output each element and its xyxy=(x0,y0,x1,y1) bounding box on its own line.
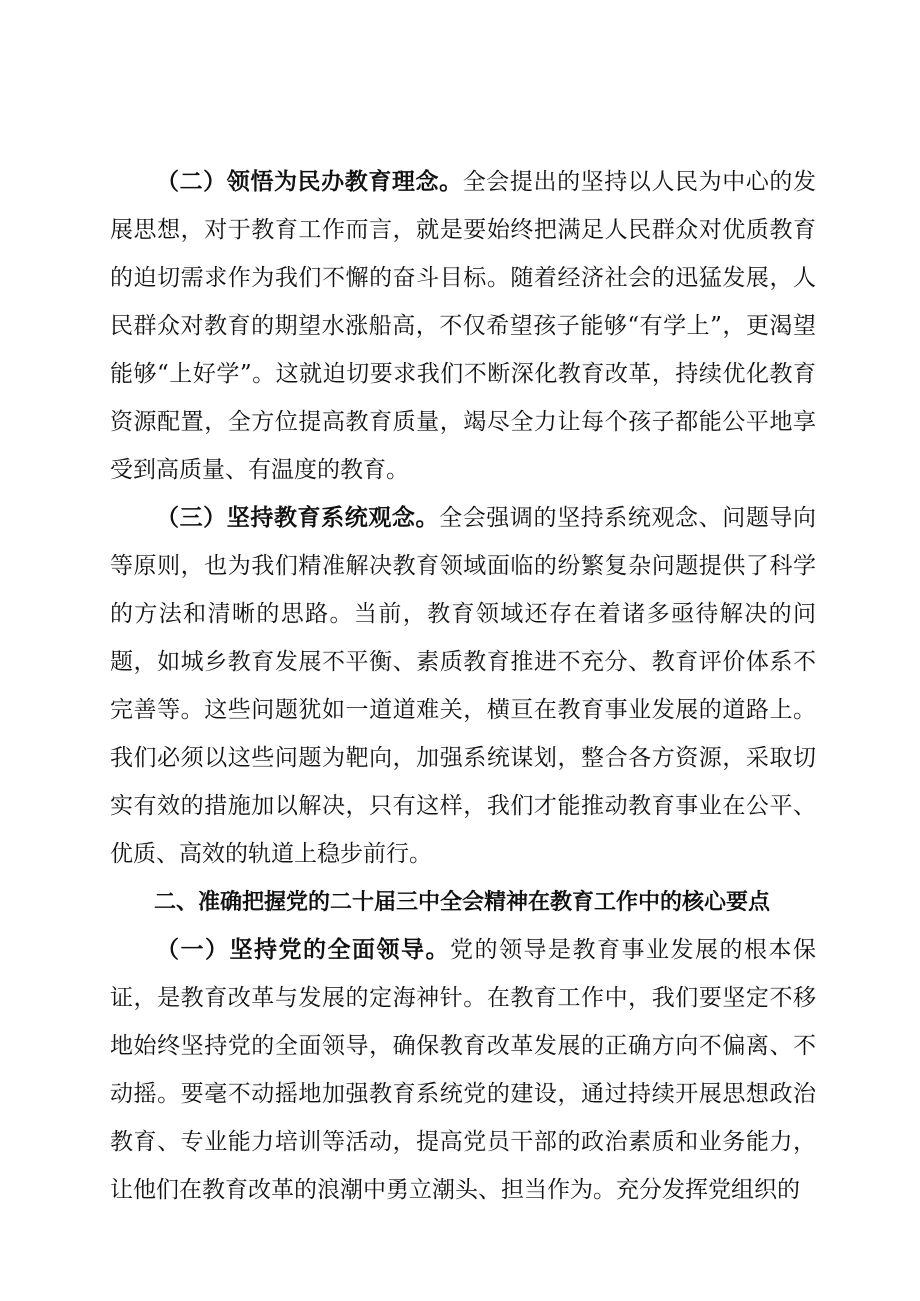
paragraph-education-for-people xyxy=(110,158,816,494)
paragraph-party-leadership xyxy=(110,926,816,1214)
paragraph-heading: （三）坚持教育系统观念。 xyxy=(156,504,440,531)
paragraph-heading: （二）领悟为民办教育理念。 xyxy=(156,168,463,195)
paragraph-body: 全会强调的坚持系统观念、问题导向等原则，也为我们精准解决教育领域面临的纷繁复杂问题提供了科学的方法和清晰的思路。当前，教育领域还存在着诸多亟待解决的问题，如城乡教育发展不平衡、素质教育推进不充分、教育评价体系不完善等。这些问题犹如一道道难关，横亘在教育事业发展的道路上。我们必须以这些问题为靶向，加强系统谋划，整合各方资源，采取切实有效的措施加以解决，只有这样，我们才能推动教育事业在公平、优质、高效的轨道上稳步前行。 xyxy=(110,505,817,867)
paragraph-body: 党的领导是教育事业发展的根本保证，是教育改革与发展的定海神针。在教育工作中，我们要坚定不移地始终坚持党的全面领导，确保教育改革发展的正确方向不偏离、不动摇。要毫不动摇地加强教育系统党的建设，通过持续开展思想政治教育、专业能力培训等活动，提高党员干部的政治素质和业务能力，让他们在教育改革的浪潮中勇立潮头、担当作为。充分发挥党组织的 xyxy=(110,937,816,1203)
paragraph-body: 全会提出的坚持以人民为中心的发展思想，对于教育工作而言，就是要始终把满足人民群众对优质教育的迫切需求作为我们不懈的奋斗目标。随着经济社会的迅猛发展，人民群众对教育的期望水涨船高，不仅希望孩子能够“有学上”，更渴望能够“上好学”。这就迫切要求我们不断深化教育改革，持续优化教育资源配置，全方位提高教育质量，竭尽全力让每个孩子都能公平地享受到高质量、有温度的教育。 xyxy=(110,169,817,483)
paragraph-heading: （一）坚持党的全面领导。 xyxy=(156,936,450,963)
paragraph-system-concept xyxy=(110,494,816,878)
section-heading: 二、准确把握党的二十届三中全会精神在教育工作中的核心要点 xyxy=(154,889,771,915)
